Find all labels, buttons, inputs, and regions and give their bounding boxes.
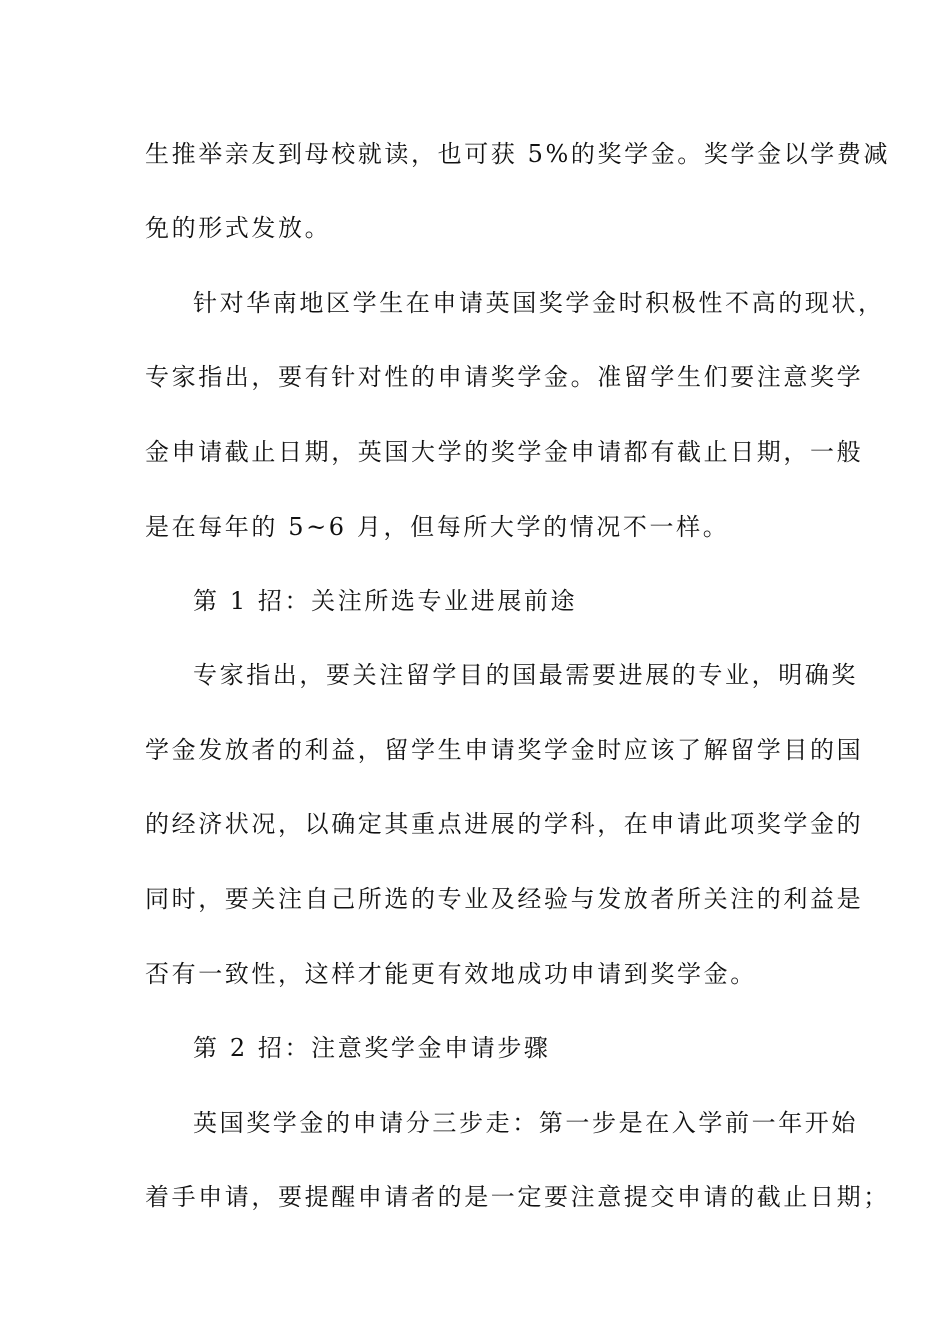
- paragraph-line: 着手申请，要提醒申请者的是一定要注意提交申请的截止日期；: [145, 1183, 890, 1211]
- section-heading: 第 2 招：注意奖学金申请步骤: [193, 1034, 551, 1062]
- paragraph-line: 英国奖学金的申请分三步走：第一步是在入学前一年开始: [193, 1109, 858, 1137]
- paragraph-line: 学金发放者的利益，留学生申请奖学金时应该了解留学目的国: [145, 736, 864, 764]
- section-heading: 第 1 招：关注所选专业进展前途: [193, 587, 578, 615]
- paragraph-line: 免的形式发放。: [145, 214, 332, 242]
- paragraph-line: 生推举亲友到母校就读，也可获 5%的奖学金。奖学金以学费减: [145, 140, 891, 168]
- paragraph-line: 金申请截止日期，英国大学的奖学金申请都有截止日期，一般: [145, 438, 864, 466]
- paragraph-line: 的经济状况，以确定其重点进展的学科，在申请此项奖学金的: [145, 810, 864, 838]
- paragraph-line: 针对华南地区学生在申请英国奖学金时积极性不高的现状，: [193, 289, 885, 317]
- paragraph-line: 否有一致性，这样才能更有效地成功申请到奖学金。: [145, 960, 757, 988]
- paragraph-line: 专家指出，要有针对性的申请奖学金。准留学生们要注意奖学: [145, 363, 864, 391]
- paragraph-line: 专家指出，要关注留学目的国最需要进展的专业，明确奖: [193, 661, 858, 689]
- paragraph-line: 同时，要关注自己所选的专业及经验与发放者所关注的利益是: [145, 885, 864, 913]
- paragraph-line: 是在每年的 5~6 月，但每所大学的情况不一样。: [145, 513, 730, 541]
